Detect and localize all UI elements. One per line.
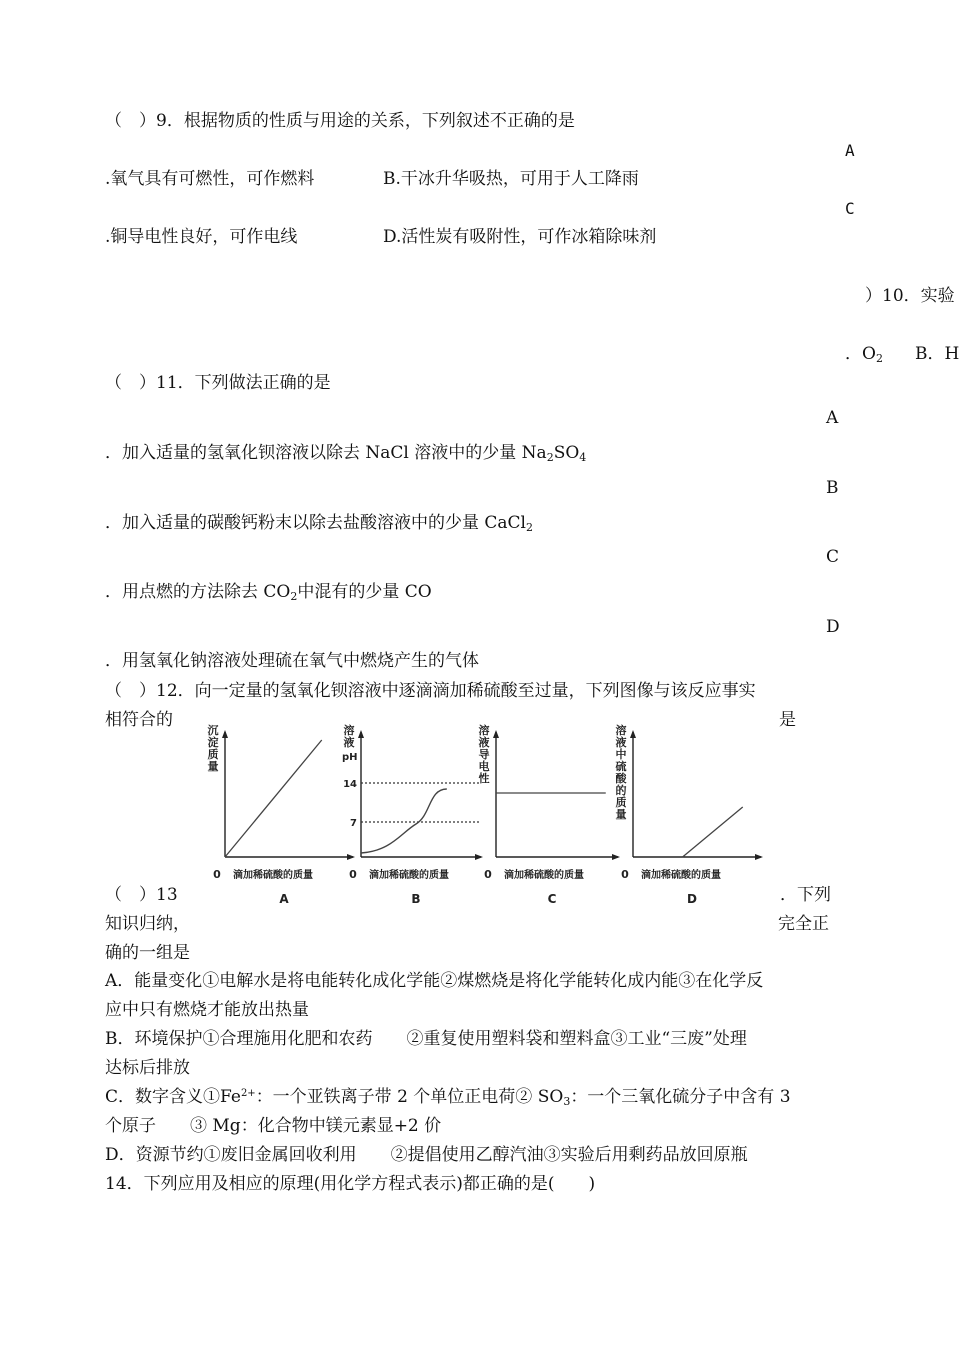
q14-stem: 14．下列应用及相应的原理(用化学方程式表示)都正确的是( ) — [105, 1174, 596, 1194]
graph-a-series-line — [225, 740, 322, 857]
q9-option-b: B.干冰升华吸热，可用于人工降雨 — [383, 169, 639, 189]
graph-b-ylabel-char: 液 — [343, 736, 355, 749]
graph-a-ylabel-char: 淀 — [207, 736, 219, 749]
graph-b-x-arrow — [475, 854, 483, 860]
q9-option-c: .铜导电性良好，可作电线 — [105, 227, 298, 247]
q11-option-c-label: C — [826, 547, 840, 567]
q13-option-b-line2: 达标后排放 — [105, 1058, 190, 1078]
graph-d-ylabel-char: 硫 — [615, 760, 627, 773]
q9-option-d: D.活性炭有吸附性，可作冰箱除味剂 — [383, 227, 657, 247]
graph-d-ylabel-char: 酸 — [615, 772, 627, 785]
q13-line3: 确的一组是 — [105, 943, 190, 963]
graph-c-x-arrow — [612, 854, 620, 860]
graph-d-panel-label: D — [687, 892, 697, 906]
graph-d-y-arrow — [630, 730, 636, 738]
graph-d-ylabel-char: 的 — [615, 784, 627, 797]
graph-c-y-arrow — [493, 730, 499, 738]
graph-a-x-arrow — [347, 854, 355, 860]
q12-graphs — [198, 720, 758, 910]
graph-a-panel-label: A — [279, 892, 289, 906]
graph-a-ylabel-char: 沉 — [207, 724, 219, 737]
q13-stem-left: （ ）13 — [105, 885, 178, 905]
graph-d-ylabel-char: 质 — [615, 796, 627, 809]
graph-c-ylabel-char: 液 — [478, 736, 490, 749]
graph-d-xlabel: 滴加稀硫酸的质量 — [641, 870, 721, 881]
q11-option-a: ．加入适量的氢氧化钡溶液以除去 NaCl 溶液中的少量 $Na_2SO_4$ — [105, 443, 587, 464]
graph-d-ylabel-char: 溶 — [615, 724, 627, 737]
q12-stem-line1: （ ）12．向一定量的氢氧化钡溶液中逐滴滴加稀硫酸至过量，下列图像与该反应事实 — [105, 681, 756, 701]
graph-b-y-arrow — [358, 730, 364, 738]
q13-option-d-line1: D．资源节约①废旧金属回收利用 ②提倡使用乙醇汽油③实验后用剩药品放回原瓶 — [105, 1145, 748, 1165]
q11-option-b-label: B — [826, 478, 839, 498]
graph-d-ylabel-char: 中 — [615, 748, 627, 761]
graph-b-ylabel-char: 溶 — [343, 724, 355, 737]
q12-stem-line2-left: 相符合的 — [105, 710, 173, 730]
q9-option-a: .氧气具有可燃性，可作燃料 — [105, 169, 315, 189]
q11-option-a-label: A — [826, 408, 839, 428]
graph-d-origin: 0 — [621, 868, 629, 881]
q13-option-a-line1: A．能量变化①电解水是将电能转化成化学能②煤燃烧是将化学能转化成内能③在化学反 — [105, 971, 764, 991]
graph-d-ylabel-char: 量 — [615, 808, 627, 821]
graph-c-xlabel: 滴加稀硫酸的质量 — [504, 870, 584, 881]
graph-c-panel-label: C — [547, 892, 557, 906]
q13-stem-right: ．下列 — [780, 885, 831, 905]
graph-c-ylabel-char: 溶 — [478, 724, 490, 737]
q11-stem: （ ）11．下列做法正确的是 — [105, 373, 331, 393]
q13-option-a-line2: 应中只有燃烧才能放出热量 — [105, 1000, 309, 1020]
q12-stem-line2-right: 是 — [779, 710, 796, 730]
graph-a-origin: 0 — [213, 868, 221, 881]
graph-c-origin: 0 — [484, 868, 492, 881]
graph-c-ylabel-char: 性 — [478, 772, 490, 785]
graph-d-series-line — [683, 807, 743, 857]
graph-a-ylabel-char: 量 — [207, 760, 219, 773]
q13-line2-right: 完全正 — [778, 914, 829, 934]
graph-d-ylabel-char: 液 — [615, 736, 627, 749]
q12-figure — [198, 720, 758, 910]
q9-stem: （ ）9．根据物质的性质与用途的关系，下列叙述不正确的是 — [105, 111, 575, 131]
graph-b-tick-14: 14 — [343, 779, 357, 790]
q11-option-d: ．用氢氧化钠溶液处理硫在氧气中燃烧产生的气体 — [105, 651, 479, 671]
q10-option-b: B．H — [915, 344, 959, 364]
graph-c-ylabel-char: 电 — [478, 760, 490, 773]
q11-option-d-label: D — [826, 617, 840, 637]
graph-a-ylabel-char: 质 — [207, 748, 219, 761]
graph-b-ylabel-ph: pH — [342, 752, 358, 763]
q9-option-c-label: C — [845, 199, 855, 218]
graph-a-y-arrow — [222, 730, 228, 738]
q9-option-a-label: A — [845, 141, 855, 160]
q13-option-c-line1: C．数字含义$①Fe^{2+}$：一个亚铁离子带 2 个单位正电荷② $SO_3$：一个三氧化硫分子中含有 3 — [105, 1087, 791, 1108]
graph-d-x-arrow — [755, 854, 763, 860]
q10-option-a: ．$O_2$ — [845, 344, 883, 365]
graph-a-xlabel: 滴加稀硫酸的质量 — [233, 870, 313, 881]
q13-option-b-line1: B．环境保护①合理施用化肥和农药 ②重复使用塑料袋和塑料盒③工业“三废”处理 — [105, 1029, 747, 1049]
graph-b-origin: 0 — [349, 868, 357, 881]
graph-b-series-line — [361, 789, 447, 853]
q11-option-c: ．用点燃的方法除去 $CO_2$中混有的少量 CO — [105, 582, 432, 603]
graph-c-ylabel-char: 导 — [478, 748, 490, 761]
graph-b-xlabel: 滴加稀硫酸的质量 — [369, 870, 449, 881]
graph-b-tick-7: 7 — [350, 818, 357, 829]
graph-b-panel-label: B — [411, 892, 421, 906]
q13-option-c-line2: 个原子 ③ Mg：化合物中镁元素显+2 价 — [105, 1116, 442, 1136]
q13-line2-left: 知识归纳， — [105, 914, 190, 934]
q11-option-b: ．加入适量的碳酸钙粉末以除去盐酸溶液中的少量 CaCl$_2$ — [105, 513, 533, 534]
q10-stem: ）10．实验 — [865, 286, 955, 306]
